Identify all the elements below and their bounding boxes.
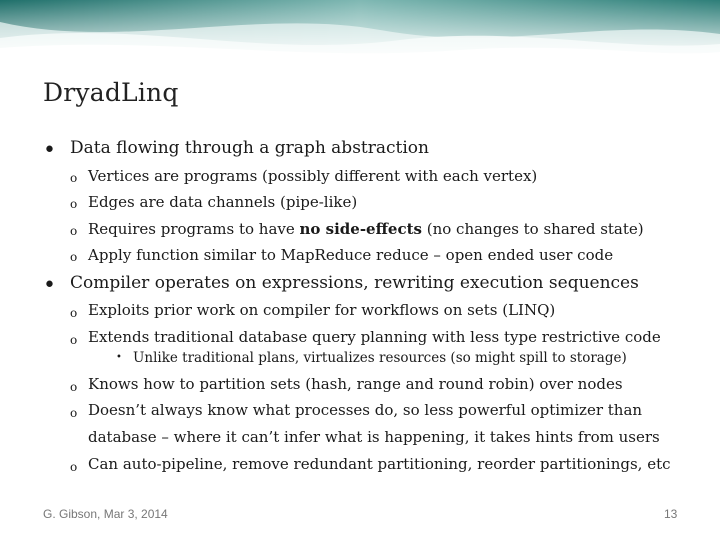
- text-pre: Requires programs to have: [88, 220, 300, 238]
- sub-bullet-marker: o: [70, 224, 78, 238]
- text-post: (no changes to shared state): [421, 220, 644, 238]
- bullet-marker: •: [43, 138, 56, 163]
- footer-author-date: G. Gibson, Mar 3, 2014: [43, 507, 168, 521]
- sub-bullet-text: [88, 220, 644, 238]
- sub-bullet-text: Edges are data channels (pipe-like): [88, 193, 358, 211]
- sub-bullet-marker: o: [70, 460, 78, 474]
- sub-sub-bullet-marker: •: [116, 352, 122, 363]
- bullet-text: Compiler operates on expressions, rewriting execution sequences: [70, 273, 639, 293]
- sub-bullet-marker: o: [70, 306, 78, 320]
- bullet-marker: •: [43, 273, 56, 298]
- sub-bullet-marker: o: [70, 250, 78, 264]
- sub-sub-bullet-text: Unlike traditional plans, virtualizes resources (so might spill to storage): [133, 350, 627, 366]
- header-banner: [0, 0, 720, 64]
- sub-bullet-text-continued: database – where it can’t infer what is happening, it takes hints from users: [88, 428, 660, 446]
- sub-bullet-marker: o: [70, 380, 78, 394]
- sub-bullet-text: Apply function similar to MapReduce reduce – open ended user code: [88, 246, 614, 264]
- sub-bullet-marker: o: [70, 406, 78, 420]
- sub-bullet-text: Knows how to partition sets (hash, range and round robin) over nodes: [88, 375, 623, 393]
- sub-bullet-text: Can auto-pipeline, remove redundant partitioning, reorder partitionings, etc: [88, 455, 671, 473]
- bullet-text: Data flowing through a graph abstraction: [70, 138, 429, 158]
- text-bold: no side-effects: [299, 220, 422, 238]
- sub-bullet-text: Vertices are programs (possibly different with each vertex): [88, 167, 538, 185]
- sub-bullet-marker: o: [70, 171, 78, 185]
- sub-bullet-marker: o: [70, 333, 78, 347]
- sub-bullet-text: Extends traditional database query planning with less type restrictive code: [88, 328, 661, 346]
- sub-bullet-marker: o: [70, 197, 78, 211]
- sub-bullet-text: Exploits prior work on compiler for workflows on sets (LINQ): [88, 301, 556, 319]
- slide-title: DryadLinq: [43, 78, 179, 107]
- sub-bullet-text: Doesn’t always know what processes do, so less powerful optimizer than: [88, 401, 643, 419]
- page-number: 13: [664, 507, 678, 521]
